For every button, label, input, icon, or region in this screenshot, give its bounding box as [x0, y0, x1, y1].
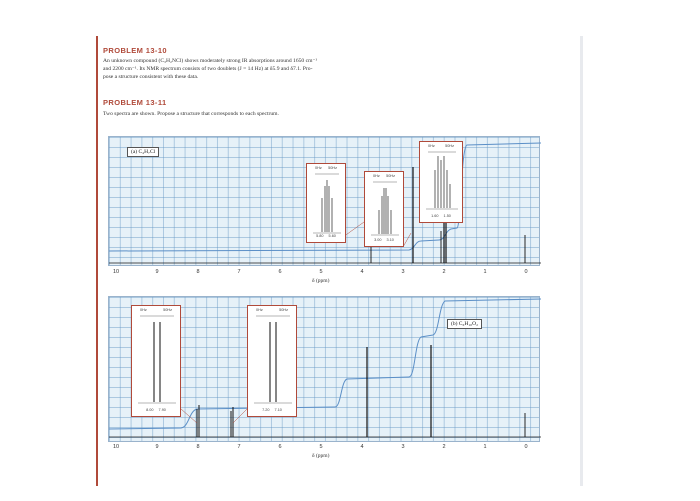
spectrum-a-tick: 3 [401, 269, 405, 275]
spectrum-a-tick: 5 [319, 269, 323, 275]
inset-b1-head-right: 50Hz [163, 308, 172, 312]
page-right-edge [580, 36, 583, 486]
spectrum-b-x-axis [108, 444, 540, 452]
nmr-spectrum-b [108, 296, 540, 442]
spectrum-b-tick: 8 [196, 444, 200, 450]
spectrum-a-inset-1 [306, 163, 346, 243]
problem-13-11-text: Two spectra are shown. Propose a structure that corresponds to each spectrum. [103, 111, 279, 117]
inset-b2-head-right: 50Hz [279, 308, 288, 312]
problem-13-11-heading: PROBLEM 13-11 [103, 98, 167, 107]
inset-b2-head-left: 0Hz [256, 308, 263, 312]
inset-b2-doublet [248, 306, 298, 418]
spectrum-a-inset-2 [364, 171, 404, 247]
spectrum-a-tick: 0 [524, 269, 528, 275]
spectrum-b-tick: 2 [442, 444, 446, 450]
problem-13-10-line-3: pose a structure consistent with these data. [103, 74, 199, 80]
spectrum-a-axis-title: δ (ppm) [312, 278, 330, 284]
inset-a2-axis: 3.00 3.10 [374, 238, 394, 242]
spectrum-a-tick: 10 [112, 269, 120, 275]
spectrum-a-tick: 4 [360, 269, 364, 275]
spectrum-a-tick: 7 [237, 269, 241, 275]
spectrum-b-tick: 5 [319, 444, 323, 450]
spectrum-b-tick: 7 [237, 444, 241, 450]
spectrum-b-tick: 9 [155, 444, 159, 450]
spectrum-a-tick: 2 [442, 269, 446, 275]
problem-13-10-line-1: An unknown compound (C₃H₂NCl) shows moderately strong IR absorptions around 1650 cm⁻¹ [103, 58, 318, 64]
spectrum-b-inset-2 [247, 305, 297, 417]
page-margin-rule [96, 36, 98, 486]
inset-a2-multiplet [365, 172, 405, 248]
spectrum-b-axis-title: δ (ppm) [312, 453, 330, 459]
inset-a3-multiplet [420, 142, 464, 224]
inset-a3-head-left: 0Hz [428, 144, 435, 148]
problem-13-10-heading: PROBLEM 13-10 [103, 46, 167, 55]
spectrum-b-tick: 6 [278, 444, 282, 450]
inset-a2-head-left: 0Hz [373, 174, 380, 178]
spectrum-b-inset-leader-2 [233, 409, 247, 423]
spectrum-a-x-axis [108, 269, 540, 277]
problem-13-10-line-2: and 2200 cm⁻¹. Its NMR spectrum consists of two doublets (J = 14 Hz) at δ5.9 and δ7.1. Pro- [103, 66, 313, 72]
inset-a1-multiplet [307, 164, 347, 244]
inset-b1-doublet [132, 306, 182, 418]
inset-b1-axis: 8.00 7.90 [146, 408, 166, 412]
problem-13-10-text [103, 57, 573, 81]
spectrum-b-tick: 4 [360, 444, 364, 450]
spectrum-b-tick: 1 [483, 444, 487, 450]
inset-a1-head-right: 50Hz [328, 166, 337, 170]
spectrum-b-tick: 10 [112, 444, 120, 450]
spectrum-a-tick: 8 [196, 269, 200, 275]
inset-a3-head-right: 50Hz [445, 144, 454, 148]
spectrum-a-inset-3 [419, 141, 463, 223]
inset-a2-head-right: 50Hz [386, 174, 395, 178]
spectrum-b-formula-label: (b) C₆H₁₀O₂ [447, 319, 482, 329]
spectrum-a-tick: 1 [483, 269, 487, 275]
inset-a1-axis: 5.80 5.60 [316, 234, 336, 238]
nmr-spectrum-a [108, 136, 540, 266]
inset-b2-axis: 7.20 7.10 [262, 408, 282, 412]
spectrum-b-inset-1 [131, 305, 181, 417]
spectrum-b-tick: 3 [401, 444, 405, 450]
spectrum-a-tick: 6 [278, 269, 282, 275]
spectrum-a-tick: 9 [155, 269, 159, 275]
inset-a3-axis: 1.60 1.50 [431, 214, 451, 218]
inset-b1-head-left: 0Hz [140, 308, 147, 312]
spectrum-b-tick: 0 [524, 444, 528, 450]
spectrum-a-formula-label: (a) C₄H₇Cl [127, 147, 159, 157]
spectrum-b-inset-leader-1 [181, 409, 197, 423]
inset-a1-head-left: 0Hz [315, 166, 322, 170]
